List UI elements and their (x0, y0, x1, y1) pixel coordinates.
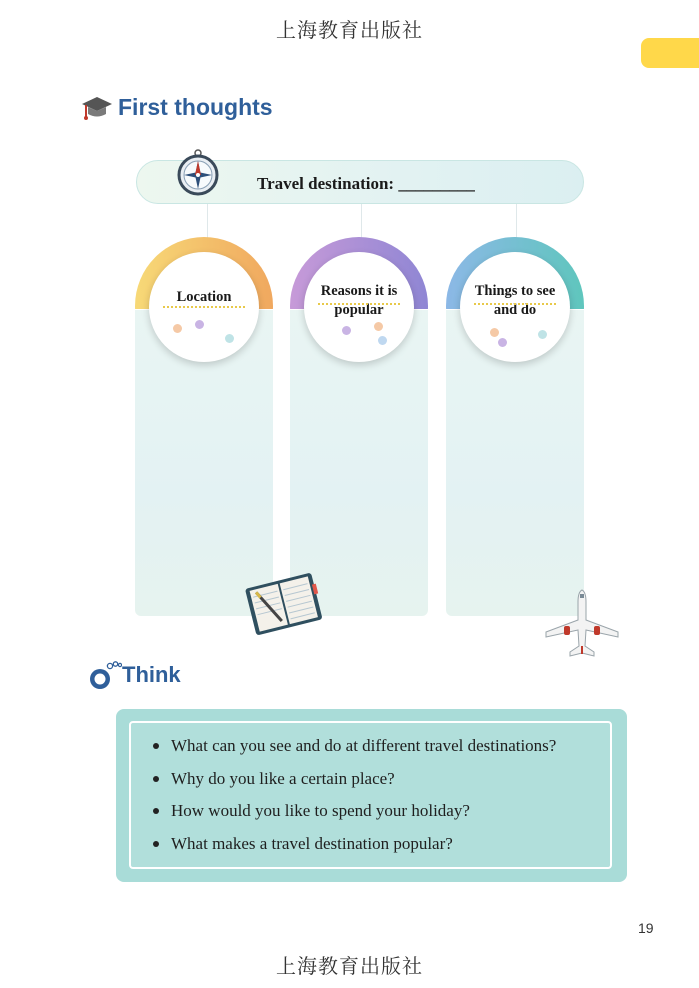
decor-dot (490, 328, 499, 337)
column-reasons-label-line1: Reasons it is (320, 283, 398, 299)
first-thoughts-title: First thoughts (118, 93, 273, 120)
decor-dot (378, 336, 387, 345)
thought-bubble-icon (86, 660, 122, 690)
think-heading (86, 660, 181, 690)
think-question: What can you see and do at different travel destinations? (153, 736, 610, 769)
decor-dot (538, 330, 547, 339)
think-question: Why do you like a certain place? (153, 769, 610, 802)
decor-dot (195, 320, 204, 329)
column-location-label: Location (176, 289, 232, 305)
dotted-underline (318, 303, 400, 305)
decor-dot (225, 334, 234, 343)
think-questions-list (131, 723, 610, 866)
decor-dot (374, 322, 383, 331)
page-number: 19 (638, 920, 654, 936)
dotted-underline (163, 306, 245, 308)
airplane-icon (542, 586, 622, 660)
decor-dot (342, 326, 351, 335)
decor-dot (173, 324, 182, 333)
chapter-tab (641, 38, 699, 68)
first-thoughts-heading (80, 92, 273, 122)
publisher-footer: 上海教育出版社 (276, 954, 423, 978)
column-things-label-line1: Things to see (474, 283, 556, 299)
column-location-header (149, 252, 259, 362)
think-question: What makes a travel destination popular? (153, 834, 610, 867)
notebook-pen-icon (244, 572, 324, 638)
graduation-cap-icon (80, 92, 114, 122)
think-question: How would you like to spend your holiday? (153, 801, 610, 834)
connector-line (361, 204, 362, 240)
compass-icon (176, 148, 222, 196)
column-things-label-line2: and do (493, 302, 537, 318)
think-title: Think (122, 662, 181, 687)
column-reasons-label-line2: popular (334, 302, 384, 318)
travel-destination-label: Travel destination: _________ (257, 174, 475, 193)
column-things-header (460, 252, 570, 362)
publisher-header: 上海教育出版社 (276, 18, 423, 42)
think-questions-frame (129, 721, 612, 869)
think-questions-box (116, 709, 627, 882)
decor-dot (498, 338, 507, 347)
connector-line (207, 204, 208, 240)
column-reasons-header (304, 252, 414, 362)
connector-line (516, 204, 517, 240)
dotted-underline (474, 303, 556, 305)
